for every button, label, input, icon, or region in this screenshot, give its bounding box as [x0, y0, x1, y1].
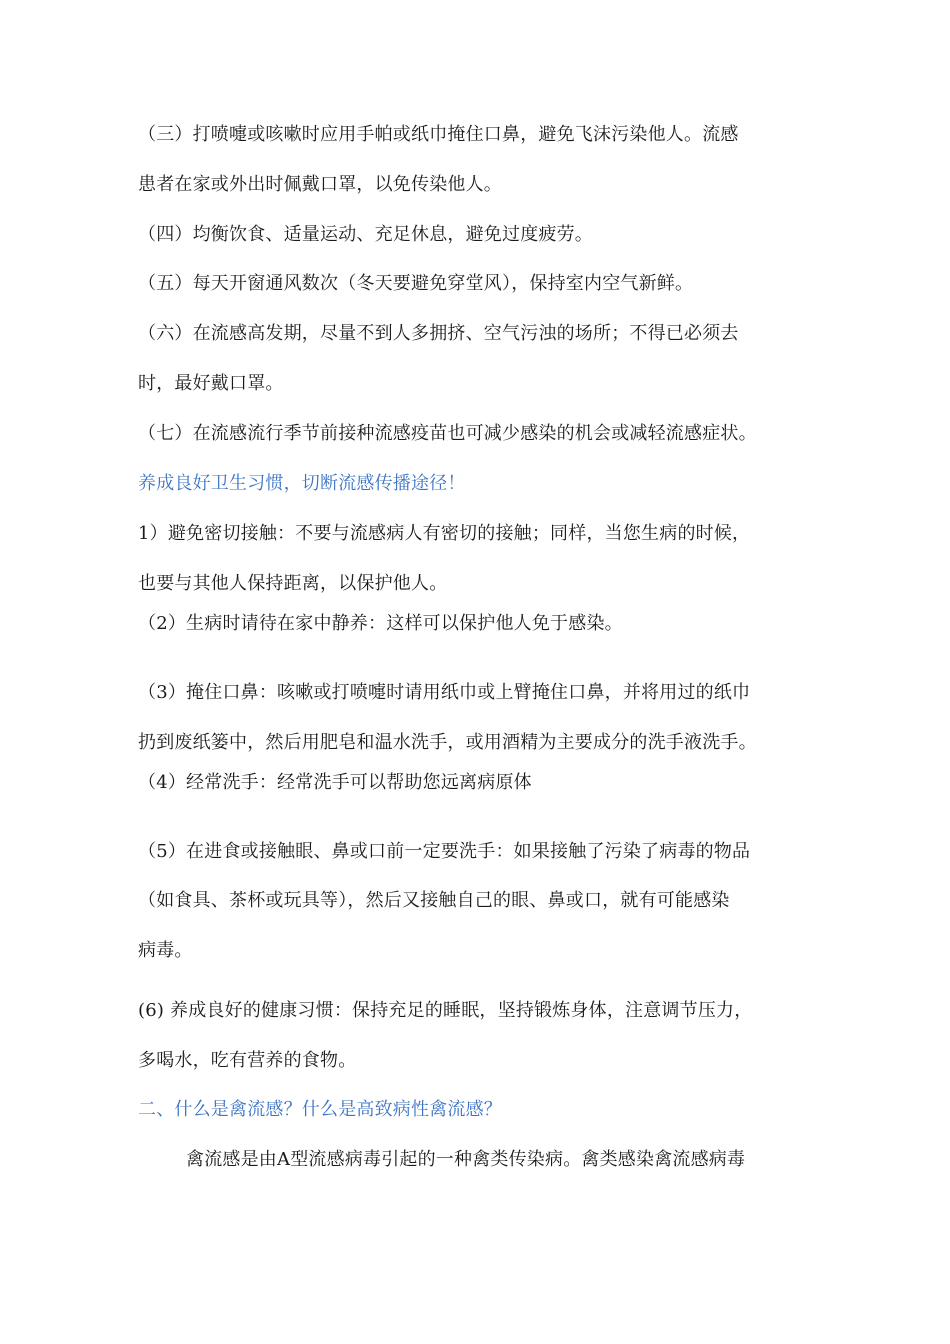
paragraph-3-line-1: （三）打喷嚏或咳嗽时应用手帕或纸巾掩住口鼻，避免飞沫污染他人。流感: [138, 124, 739, 145]
item-3-line-2: 扔到废纸篓中，然后用肥皂和温水洗手，或用酒精为主要成分的洗手液洗手。: [138, 732, 757, 753]
paragraph-5: （五）每天开窗通风数次（冬天要避免穿堂风），保持室内空气新鲜。: [138, 273, 694, 294]
item-3-line-1: （3）掩住口鼻：咳嗽或打喷嚏时请用纸巾或上臂掩住口鼻，并将用过的纸巾: [138, 682, 751, 703]
avian-flu-paragraph: 禽流感是由A型流感病毒引起的一种禽类传染病。禽类感染禽流感病毒: [186, 1149, 746, 1170]
paragraph-7: （七）在流感流行季节前接种流感疫苗也可减少感染的机会或减轻流感症状。: [138, 423, 757, 444]
item-5-line-2: （如食具、茶杯或玩具等），然后又接触自己的眼、鼻或口，就有可能感染: [138, 890, 730, 911]
item-1-line-1: 1）避免密切接触：不要与流感病人有密切的接触；同样，当您生病的时候，: [138, 523, 751, 544]
paragraph-6-line-1: （六）在流感高发期，尽量不到人多拥挤、空气污浊的场所；不得已必须去: [138, 323, 739, 344]
item-5-line-3: 病毒。: [138, 940, 193, 961]
paragraph-3-line-2: 患者在家或外出时佩戴口罩，以免传染他人。: [138, 174, 502, 195]
paragraph-6-line-2: 时，最好戴口罩。: [138, 373, 284, 394]
paragraph-4: （四）均衡饮食、适量运动、充足休息，避免过度疲劳。: [138, 224, 593, 245]
item-6-line-1: (6) 养成良好的健康习惯：保持充足的睡眠，坚持锻炼身体，注意调节压力，: [138, 1000, 753, 1021]
section-heading-avian-flu: 二、什么是禽流感？什么是高致病性禽流感？: [138, 1099, 502, 1120]
section-heading-hygiene: 养成良好卫生习惯，切断流感传播途径！: [138, 473, 466, 494]
item-6-line-2: 多喝水，吃有营养的食物。: [138, 1050, 357, 1071]
item-5-line-1: （5）在进食或接触眼、鼻或口前一定要洗手：如果接触了污染了病毒的物品: [138, 841, 751, 862]
item-4: （4）经常洗手：经常洗手可以帮助您远离病原体: [138, 772, 532, 793]
item-1-line-2: 也要与其他人保持距离，以保护他人。: [138, 573, 448, 594]
item-2: （2）生病时请待在家中静养：这样可以保护他人免于感染。: [138, 613, 623, 634]
